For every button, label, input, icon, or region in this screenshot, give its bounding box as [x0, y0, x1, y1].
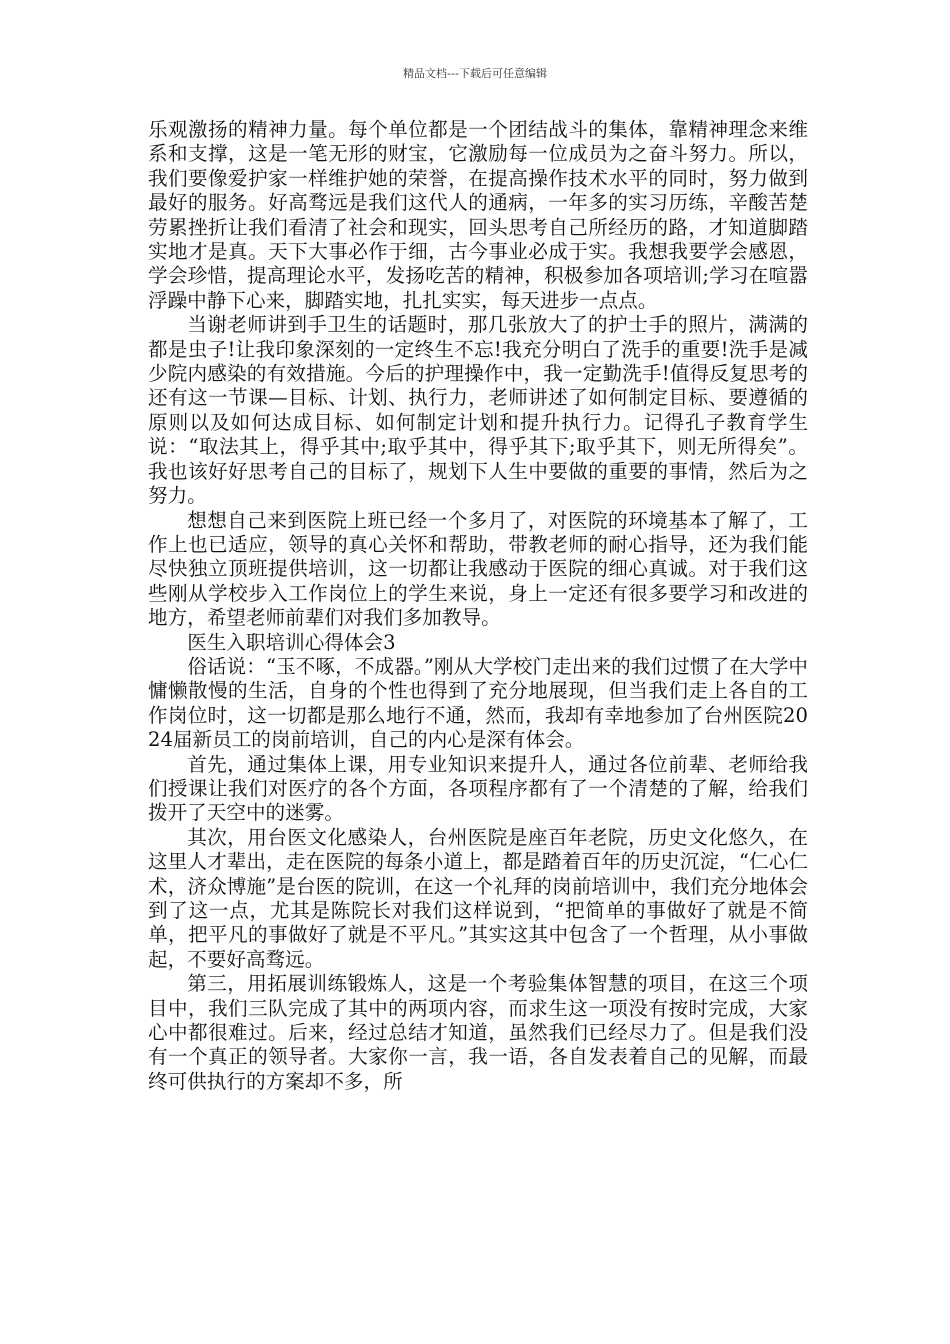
- paragraph-5: 首先，通过集体上课，用专业知识来提升人，通过各位前辈、老师给我们授课让我们对医疗的各个方面，各项程序都有了一个清楚的了解，给我们拨开了天空中的迷雾。: [148, 752, 808, 825]
- paragraph-1: 乐观激扬的精神力量。每个单位都是一个团结战斗的集体，靠精神理念来维系和支撑，这是一笔无形的财宝，它激励每一位成员为之奋斗努力。所以，我们要像爱护家一样维护她的荣誉，在提高操作技术水平的同时，努力做到最好的服务。好高骛远是我们这代人的通病，一年多的实习历练，辛酸苦楚劳累挫折让我们看清了社会和现实，回头思考自己所经历的路，才知道脚踏实地才是真。天下大事必作于细，古今事业必成于实。我想我要学会感恩，学会珍惜，提高理论水平，发扬吃苦的精神，积极参加各项培训;学习在喧嚣浮躁中静下心来，脚踏实地，扎扎实实，每天进步一点点。: [148, 118, 808, 312]
- document-body: [148, 118, 808, 1094]
- paragraph-4: 俗话说：“玉不啄，不成器。”刚从大学校门走出来的我们过惯了在大学中慵懒散慢的生活，自身的个性也得到了充分地展现，但当我们走上各自的工作岗位时，这一切都是那么地行不通，然而，我却有幸地参加了台州医院2024届新员工的岗前培训，自己的内心是深有体会。: [148, 654, 808, 752]
- section-heading: 医生入职培训心得体会3: [187, 630, 396, 654]
- paragraph-3: 想想自己来到医院上班已经一个多月了，对医院的环境基本了解了，工作上也已适应，领导的真心关怀和帮助，带教老师的耐心指导，还为我们能尽快独立顶班提供培训，这一切都让我感动于医院的细心真诚。对于我们这些刚从学校步入工作岗位上的学生来说，身上一定还有很多要学习和改进的地方，希望老师前辈们对我们多加教导。: [148, 508, 808, 630]
- paragraph-7: 第三，用拓展训练锻炼人，这是一个考验集体智慧的项目，在这三个项目中，我们三队完成了其中的两项内容，而求生这一项没有按时完成，大家心中都很难过。后来，经过总结才知道，虽然我们已经尽力了。但是我们没有一个真正的领导者。大家你一言，我一语，各自发表着自己的见解，而最终可供执行的方案却不多，所: [148, 972, 808, 1093]
- paragraph-6: 其次，用台医文化感染人，台州医院是座百年老院，历史文化悠久，在这里人才辈出，走在医院的每条小道上，都是踏着百年的历史沉淀，“仁心仁术，济众博施”是台医的院训，在这一个礼拜的岗前培训中，我们充分地体会到了这一点，尤其是陈院长对我们这样说到，“把简单的事做好了就是不简单，把平凡的事做好了就是不平凡。”其实这其中包含了一个哲理，从小事做起，不要好高骛远。: [148, 825, 808, 971]
- paragraph-2: 当谢老师讲到手卫生的话题时，那几张放大了的护士手的照片，满满的都是虫子!让我印象深刻的一定终生不忘!我充分明白了洗手的重要!洗手是减少院内感染的有效措施。今后的护理操作中，我一定勤洗手!值得反复思考的还有这一节课—目标、计划、执行力，老师讲述了如何制定目标、要遵循的原则以及如何达成目标、如何制定计划和提升执行力。记得孔子教育学生说：“取法其上，得乎其中;取乎其中，得乎其下;取乎其下，则无所得矣”。我也该好好思考自己的目标了，规划下人生中要做的重要的事情，然后为之努力。: [148, 313, 808, 508]
- page-header: 精品文档---下载后可任意编辑: [403, 67, 547, 80]
